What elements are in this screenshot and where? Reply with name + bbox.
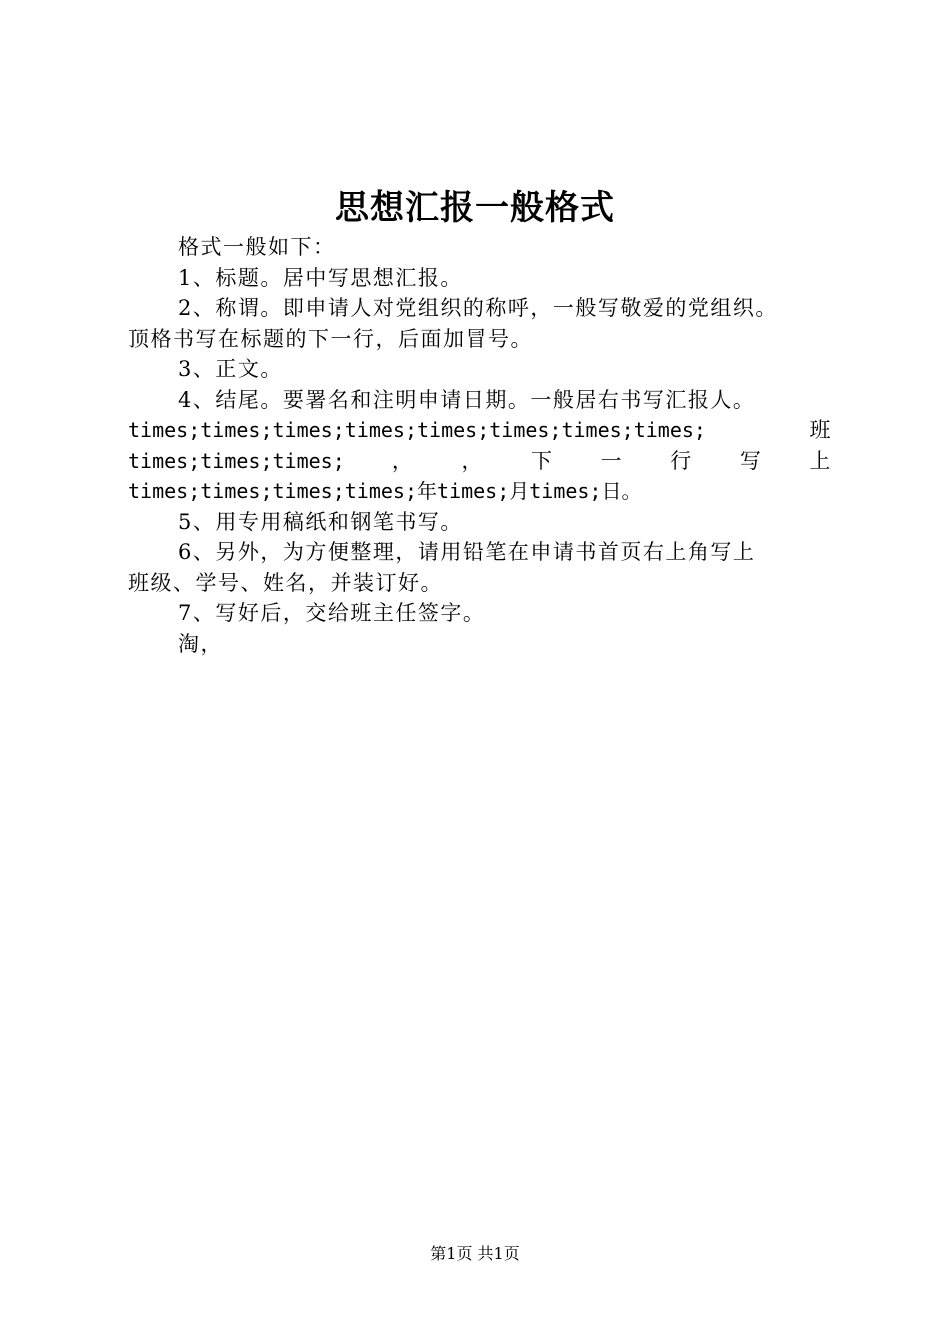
paragraph-line bbox=[128, 415, 832, 446]
paragraph-line bbox=[128, 446, 832, 477]
text-fragment: 上 bbox=[809, 448, 832, 473]
text-fragment: 下 bbox=[531, 448, 554, 473]
paragraph-line: 1、标题。居中写思想汇报。 bbox=[178, 265, 463, 290]
text-fragment: times;times;times;times;times;times;times;times; bbox=[128, 418, 706, 442]
text-fragment: ， bbox=[461, 448, 484, 473]
paragraph-line: 3、正文。 bbox=[178, 357, 283, 381]
paragraph-line: 4、结尾。要署名和注明申请日期。一般居右书写汇报人。 bbox=[178, 387, 756, 412]
paragraph-line: times;times;times;times;年times;月times;日。 bbox=[128, 479, 642, 503]
paragraph-line: 淘， bbox=[178, 631, 223, 656]
text-fragment: 行 bbox=[670, 448, 693, 473]
paragraph-line: 顶格书写在标题的下一行，后面加冒号。 bbox=[128, 326, 533, 351]
paragraph-line: 7、写好后，交给班主任签字。 bbox=[178, 601, 486, 625]
paragraph-line: 2、称谓。即申请人对党组织的称呼，一般写敬爱的党组织。 bbox=[178, 296, 778, 320]
document-title: 思想汇报一般格式 bbox=[335, 188, 615, 228]
document-body bbox=[128, 232, 832, 659]
paragraph-line: 6、另外，为方便整理，请用铅笔在申请书首页右上角写上 bbox=[178, 540, 756, 564]
page-footer: 第1页 共1页 bbox=[430, 1244, 520, 1263]
text-fragment: 写 bbox=[739, 448, 763, 473]
text-fragment: ， bbox=[391, 448, 415, 473]
text-fragment: 一 bbox=[600, 448, 624, 473]
text-fragment: times;times;times; bbox=[128, 448, 345, 473]
text-fragment: 班 bbox=[809, 418, 832, 442]
paragraph-line: 格式一般如下： bbox=[178, 235, 336, 259]
paragraph-line: 班级、学号、姓名，并装订好。 bbox=[128, 570, 443, 595]
paragraph-line: 5、用专用稿纸和钢笔书写。 bbox=[178, 509, 463, 534]
